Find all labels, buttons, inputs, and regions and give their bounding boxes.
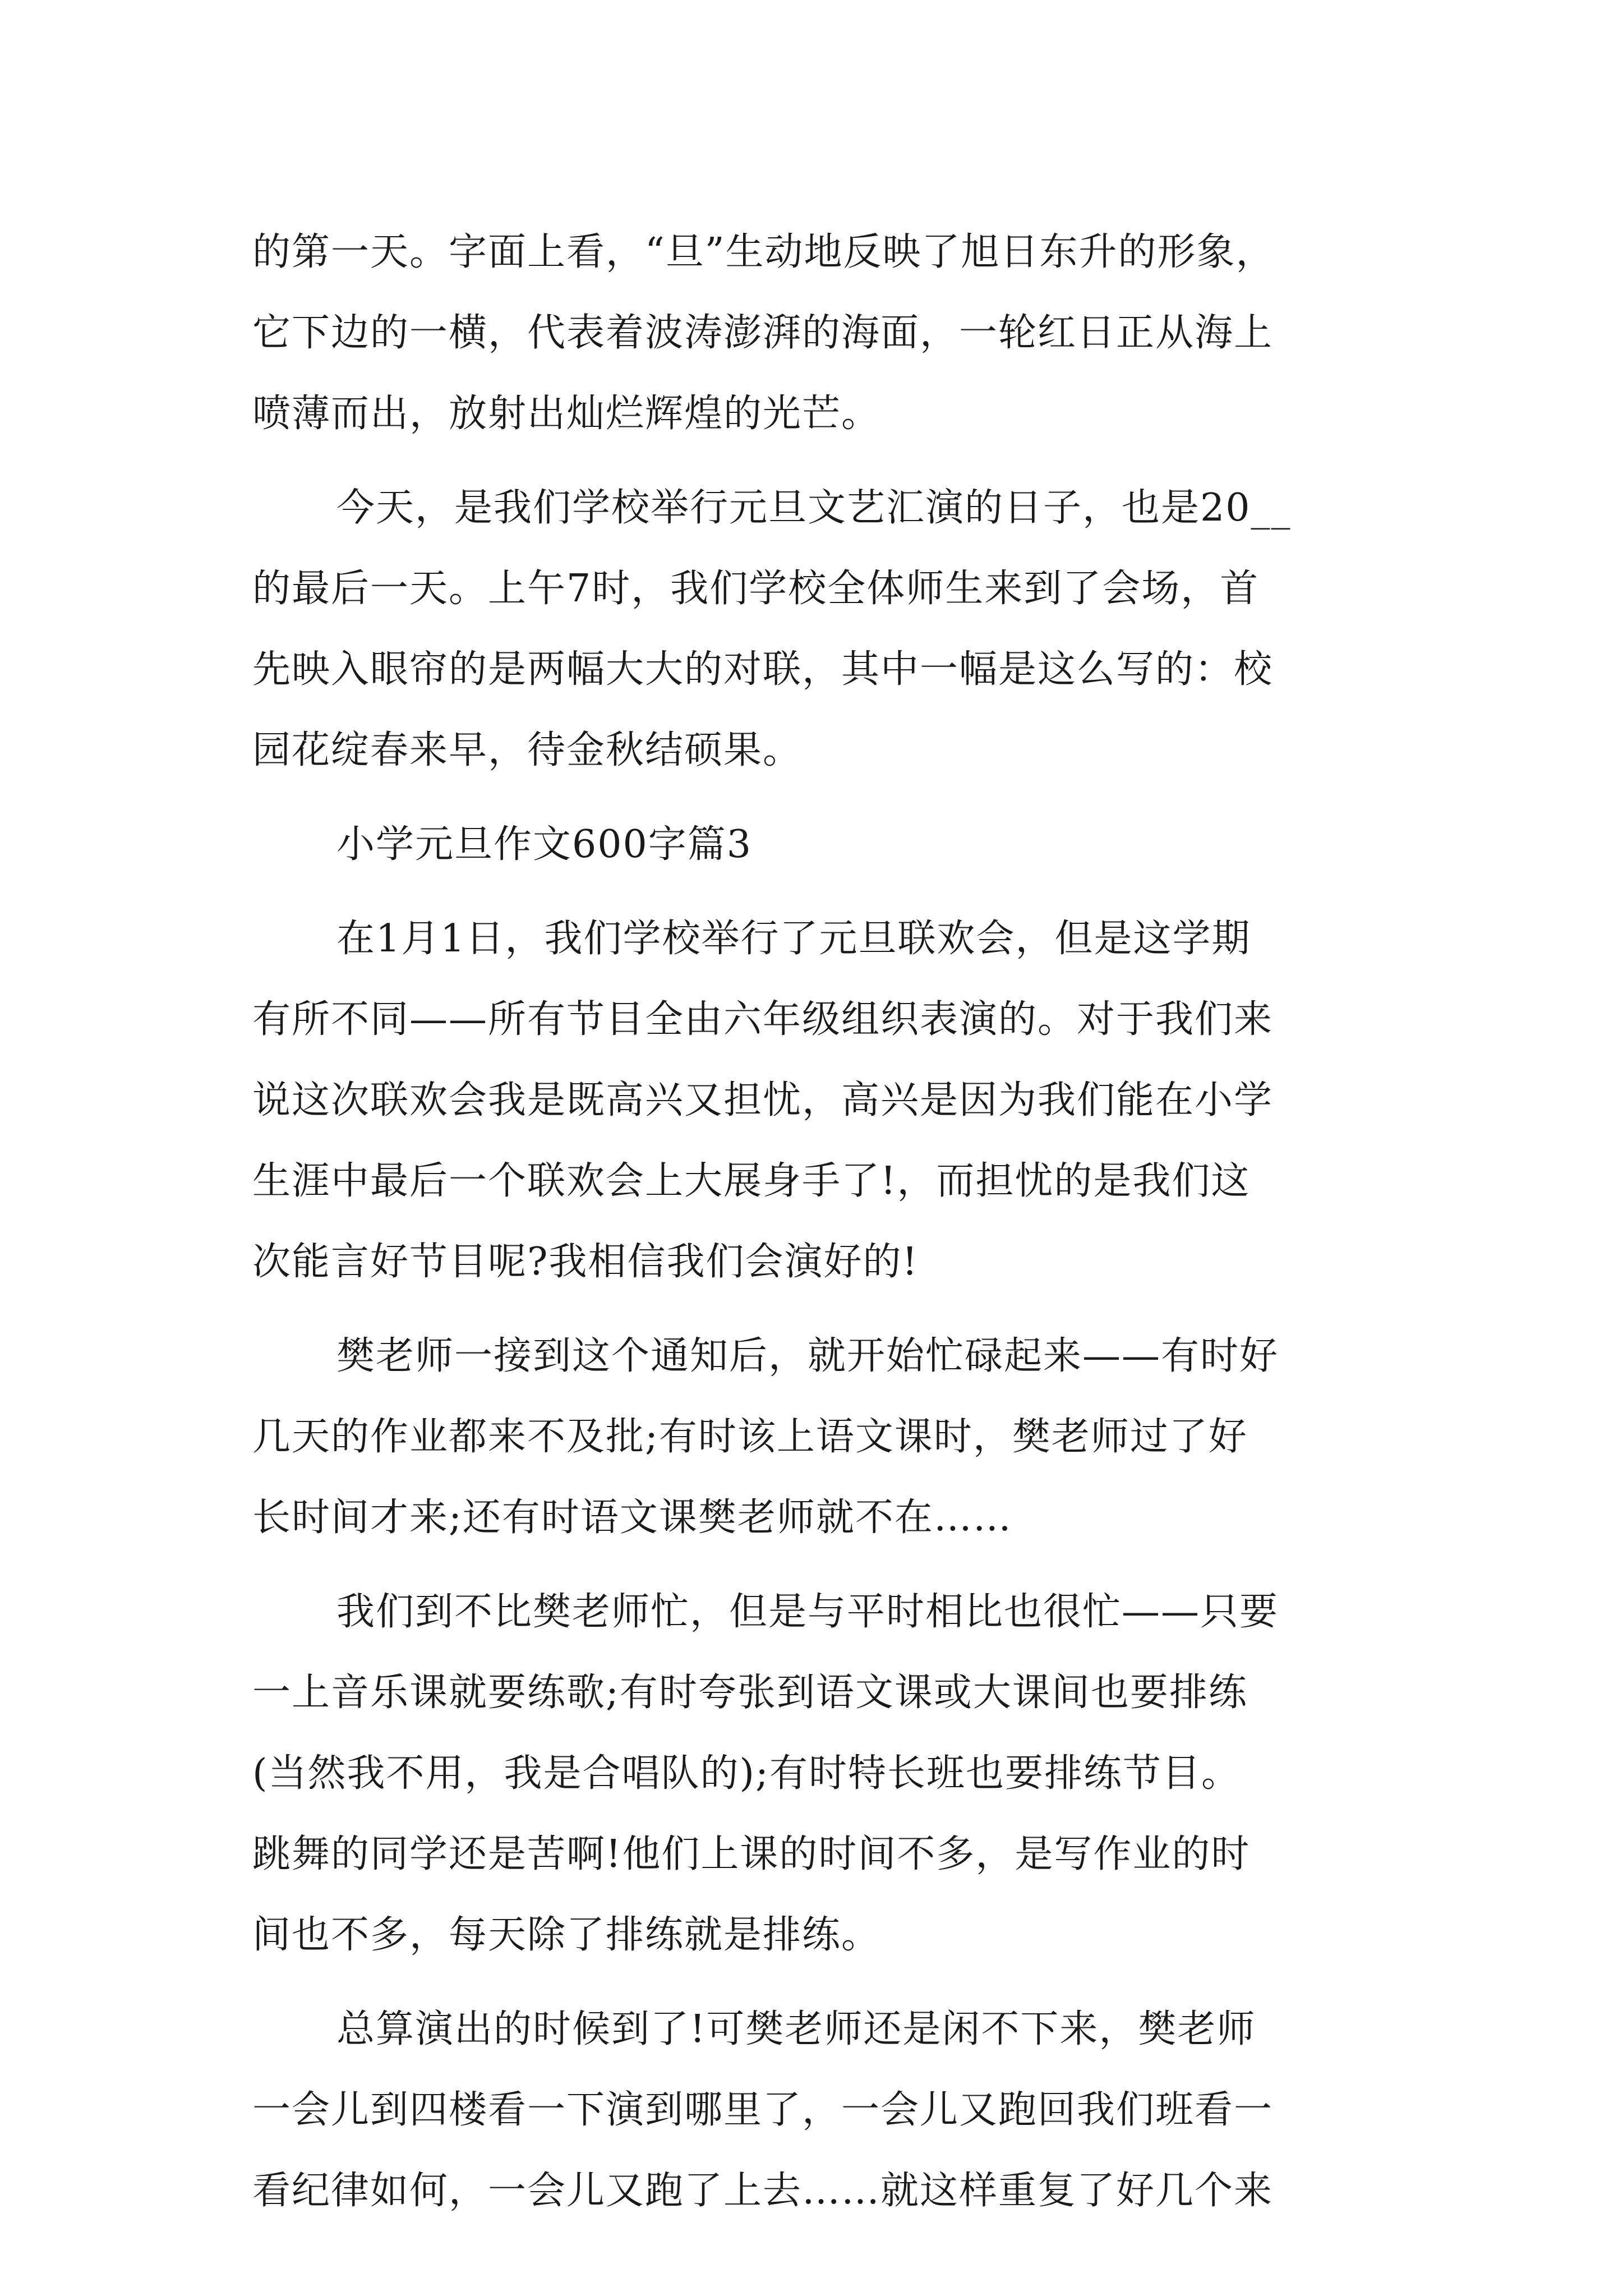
text-line: 次能言好节目呢?我相信我们会演好的! (252, 1240, 919, 1284)
text-line: 总算演出的时候到了!可樊老师还是闲不下来，樊老师 (336, 2007, 1256, 2051)
text-line: 先映入眼帘的是两幅大大的对联，其中一幅是这么写的：校 (252, 647, 1274, 692)
text-line: 一会儿到四楼看一下演到哪里了，一会儿又跑回我们班看一 (252, 2088, 1274, 2132)
text-line: 我们到不比樊老师忙，但是与平时相比也很忙——只要 (336, 1590, 1279, 1634)
paragraph (252, 1572, 1396, 1976)
text-line: 一上音乐课就要练歌;有时夸张到语文课或大课间也要排练 (252, 1671, 1248, 1715)
text-line: 说这次联欢会我是既高兴又担忧，高兴是因为我们能在小学 (252, 1078, 1274, 1122)
text-line: (当然我不用，我是合唱队的);有时特长班也要排练节目。 (252, 1751, 1241, 1796)
text-line: 它下边的一横，代表着波涛澎湃的海面，一轮红日正从海上 (252, 311, 1274, 355)
text-line: 今天，是我们学校举行元旦文艺汇演的日子，也是20__ (336, 486, 1292, 530)
text-line: 跳舞的同学还是苦啊!他们上课的时间不多，是写作业的时 (252, 1832, 1251, 1876)
text-line: 园花绽春来早，待金秋结硕果。 (252, 728, 803, 772)
paragraph (252, 1989, 1396, 2231)
text-line: 在1月1日，我们学校举行了元旦联欢会，但是这学期 (336, 917, 1251, 961)
document-body (252, 212, 1396, 2231)
text-line: 樊老师一接到这个通知后，就开始忙碌起来——有时好 (336, 1334, 1279, 1378)
text-line: 的第一天。字面上看，“旦”生动地反映了旭日东升的形象， (252, 230, 1275, 274)
text-line: 几天的作业都来不及批;有时该上语文课时，樊老师过了好 (252, 1415, 1248, 1459)
text-line: 看纪律如何，一会儿又跑了上去……就这样重复了好几个来 (252, 2169, 1274, 2213)
paragraph (252, 1316, 1396, 1558)
text-line: 的最后一天。上午7时，我们学校全体师生来到了会场，首 (252, 567, 1260, 611)
paragraph (252, 212, 1396, 454)
text-line: 有所不同——所有节目全由六年级组织表演的。对于我们来 (252, 997, 1274, 1042)
text-line: 间也不多，每天除了排练就是排练。 (252, 1913, 881, 1957)
section-heading (252, 804, 1396, 885)
text-line: 生涯中最后一个联欢会上大展身手了!，而担忧的是我们这 (252, 1159, 1251, 1203)
paragraph (252, 899, 1396, 1303)
paragraph (252, 468, 1396, 791)
text-line: 喷薄而出，放射出灿烂辉煌的光芒。 (252, 392, 881, 436)
heading-line: 小学元旦作文600字篇3 (336, 822, 753, 867)
text-line: 长时间才来;还有时语文课樊老师就不在…… (252, 1496, 1012, 1540)
